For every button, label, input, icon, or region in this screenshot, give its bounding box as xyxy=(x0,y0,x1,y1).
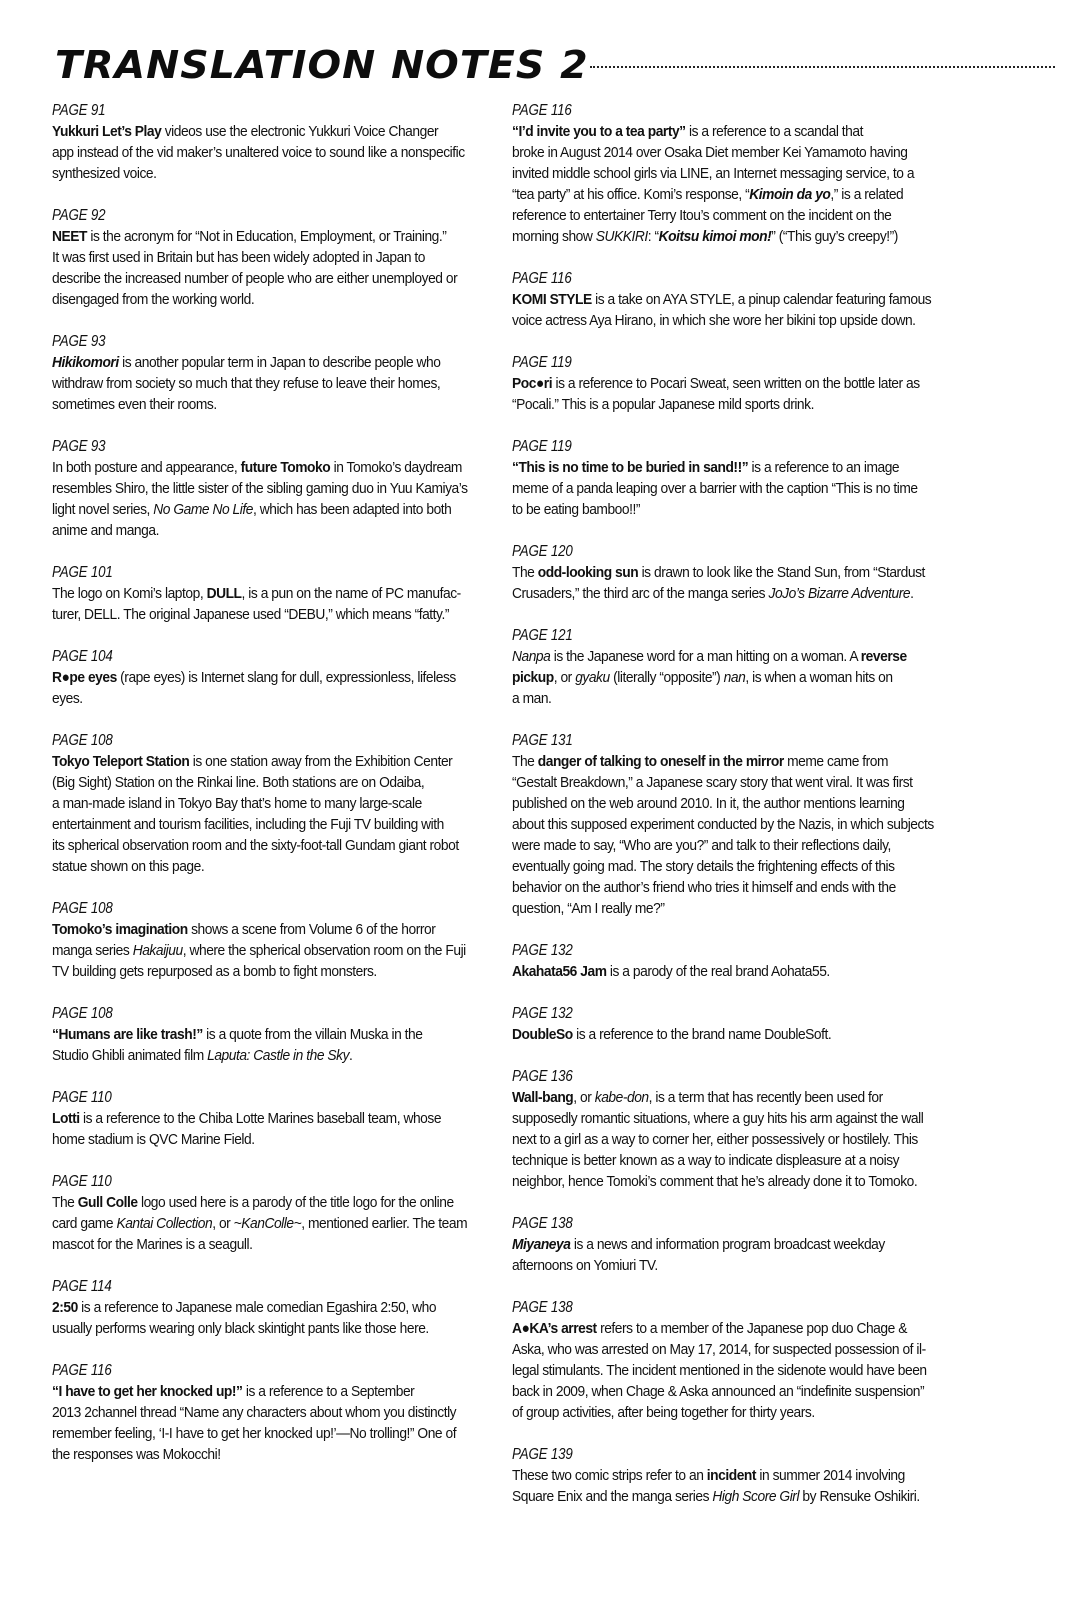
note-text xyxy=(512,289,957,331)
italic-title: nan xyxy=(723,669,746,686)
italic-title: Laputa: Castle in the Sky xyxy=(207,1047,350,1064)
note-text-run: meme came from “Gestalt Breakdown,” a Japanese scary story that went viral. It was first published on the web around 2010. In it, the author mentions learning about this supposed experiment conducted by the Nazis, in which subjects were made to say, “Who are you?” and talk to their reflections daily, eventually going mad. The story details the frightening effects of this behavior on the author’s friend who tries it himself and ends with the question, “Am I really me?” xyxy=(512,753,934,917)
highlighted-term: Gull Colle xyxy=(77,1194,138,1211)
note-entry xyxy=(512,436,960,520)
note-text-run: The logo on Komi’s laptop, xyxy=(52,585,207,602)
highlighted-term: “I’d invite you to a tea party” xyxy=(512,123,686,140)
note-entry xyxy=(512,940,960,982)
note-text-run: The xyxy=(52,1194,78,1211)
note-text-run: in Tomoko’s daydream resembles Shiro, the little sister of the sibling gaming duo in Yuu Kamiya’s light novel series, xyxy=(52,459,468,518)
note-text-run: ” (“This guy’s creepy!”) xyxy=(771,228,898,245)
page-reference: PAGE 116 xyxy=(512,270,572,287)
highlighted-term: reverse pickup xyxy=(512,648,907,686)
note-entry xyxy=(512,541,960,604)
note-text-run: is a reference to a September 2013 2channel thread “Name any characters about whom you distinctly remember feeling, ‘I-I have to get her knocked up!’—No trolling!” One of the responses was Mokocchi! xyxy=(52,1383,457,1463)
highlighted-term: Miyaneya xyxy=(512,1236,571,1253)
highlighted-term: incident xyxy=(706,1467,757,1484)
note-entry xyxy=(52,1360,492,1465)
highlighted-term: Koitsu kimoi mon! xyxy=(658,228,772,245)
note-text xyxy=(512,751,957,919)
header xyxy=(55,40,1055,90)
note-text-run: is a reference to the Chiba Lotte Marines baseball team, whose home stadium is QVC Marine Field. xyxy=(52,1110,442,1148)
note-text xyxy=(52,121,489,184)
italic-title: ~KanColle~ xyxy=(233,1215,302,1232)
note-text xyxy=(512,1318,957,1423)
note-text-run: . xyxy=(349,1047,353,1064)
note-text-run: . xyxy=(910,585,914,602)
note-text-run: logo used here is a parody of the title logo for the online card game xyxy=(52,1194,454,1232)
note-text xyxy=(52,1381,489,1465)
note-text-run: : “ xyxy=(647,228,659,245)
page-reference: PAGE 138 xyxy=(512,1299,573,1316)
note-text xyxy=(52,226,489,310)
highlighted-term: NEET xyxy=(52,228,87,245)
note-text-run: is a quote from the villain Muska in the Studio Ghibli animated film xyxy=(52,1026,423,1064)
italic-title: kabe-don xyxy=(594,1089,649,1106)
page-reference: PAGE 104 xyxy=(52,648,113,665)
note-text xyxy=(512,1087,957,1192)
note-text-run: is the acronym for “Not in Education, Employment, or Training.” It was first used in Britain but has been widely adopted in Japan to describe the increased number of people who are either unemployed or disengaged from the working world. xyxy=(52,228,458,308)
italic-title: Hakaijuu xyxy=(132,942,183,959)
highlighted-term: R●pe eyes xyxy=(52,669,117,686)
page-reference: PAGE 121 xyxy=(512,627,573,644)
note-text xyxy=(52,457,489,541)
page-reference: PAGE 116 xyxy=(52,1362,112,1379)
note-entry xyxy=(52,205,492,310)
note-text xyxy=(512,1465,957,1507)
highlighted-term: odd-looking sun xyxy=(537,564,639,581)
page-title: TRANSLATION NOTES 2 xyxy=(55,43,589,87)
italic-title: No Game No Life xyxy=(153,501,253,518)
note-text-run: , or xyxy=(212,1215,234,1232)
note-text xyxy=(512,961,957,982)
note-entry xyxy=(512,1213,960,1276)
italic-title: SUKKIRI xyxy=(595,228,648,245)
italic-title: JoJo’s Bizarre Adventure xyxy=(768,585,911,602)
note-text xyxy=(52,1192,489,1255)
note-entry xyxy=(512,1003,960,1045)
page-reference: PAGE 119 xyxy=(512,354,572,371)
left-column xyxy=(52,100,492,1486)
page-reference: PAGE 114 xyxy=(52,1278,112,1295)
note-text-run: , where the spherical observation room on the Fuji TV building gets repurposed as a bomb to fight monsters. xyxy=(52,942,466,980)
note-text-run: is a reference to the brand name DoubleSoft. xyxy=(572,1026,832,1043)
note-entry xyxy=(512,730,960,919)
italic-title: Nanpa xyxy=(512,648,551,665)
note-text-run: is a take on AYA STYLE, a pinup calendar featuring famous voice actress Aya Hirano, in which she wore her bikini top upside down. xyxy=(512,291,932,329)
note-entry xyxy=(52,1087,492,1150)
page-reference: PAGE 110 xyxy=(52,1089,112,1106)
note-entry xyxy=(512,1297,960,1423)
note-text-run: , mentioned earlier. The team mascot for the Marines is a seagull. xyxy=(52,1215,468,1253)
note-entry xyxy=(512,268,960,331)
note-entry xyxy=(52,100,492,184)
note-text-run: , is a pun on the name of PC manufac- turer, DELL. The original Japanese used “DEBU,” which means “fatty.” xyxy=(52,585,461,623)
note-text-run: ,” is a related reference to entertainer Terry Itou’s comment on the incident on the morning show xyxy=(512,186,904,245)
note-entry xyxy=(52,1276,492,1339)
highlighted-term: A●KA’s arrest xyxy=(512,1320,597,1337)
highlighted-term: “I have to get her knocked up!” xyxy=(52,1383,243,1400)
note-text-run: , or xyxy=(573,1089,595,1106)
highlighted-term: “This is no time to be buried in sand!!” xyxy=(512,459,749,476)
highlighted-term: Kimoin da yo xyxy=(749,186,831,203)
note-text xyxy=(52,1108,489,1150)
note-text xyxy=(512,373,957,415)
note-entry xyxy=(512,625,960,709)
highlighted-term: DoubleSo xyxy=(512,1026,573,1043)
note-text-run: (literally “opposite”) xyxy=(609,669,724,686)
note-text-run: is a reference to an image meme of a panda leaping over a barrier with the caption “This is no time to be eating bamboo!!” xyxy=(512,459,918,518)
italic-title: gyaku xyxy=(575,669,610,686)
note-entry xyxy=(512,100,960,247)
page-reference: PAGE 93 xyxy=(52,438,106,455)
page-reference: PAGE 110 xyxy=(52,1173,112,1190)
highlighted-term: Hikikomori xyxy=(52,354,119,371)
note-text-run: shows a scene from Volume 6 of the horror manga series xyxy=(52,921,436,959)
note-text-run: , which has been adapted into both anime and manga. xyxy=(52,501,452,539)
note-text-run: refers to a member of the Japanese pop duo Chage & Aska, who was arrested on May 17, 2014, for suspected possession of il- legal stimulants. The incident mentioned in the sidenote would have been back in 2009, when Chage & Aska announced an “indefinite suspension” of group activities, after being together for thirty years. xyxy=(512,1320,927,1421)
note-text-run: , is a term that has recently been used for supposedly romantic situations, where a guy hits his arm against the wall next to a girl as a way to corner her, either possessively or hostilely. This technique is better known as a way to indicate displeasure at a noisy neighbor, hence Tomoki’s comment that he’s already done it to Tomoko. xyxy=(512,1089,924,1190)
note-text-run: is one station away from the Exhibition Center (Big Sight) Station on the Rinkai line. Both stations are on Odaiba, a man-made island in Tokyo Bay that’s home to many large-scale entertainment and tourism facilities, including the Fuji TV building with its spherical observation room and the sixty-foot-tall Gundam giant robot statue shown on this page. xyxy=(52,753,459,875)
note-entry xyxy=(52,562,492,625)
note-text-run: is the Japanese word for a man hitting on a woman. A xyxy=(550,648,861,665)
page-reference: PAGE 101 xyxy=(52,564,113,581)
note-entry xyxy=(512,1444,960,1507)
note-text xyxy=(512,1234,957,1276)
page-reference: PAGE 116 xyxy=(512,102,572,119)
highlighted-term: 2:50 xyxy=(52,1299,78,1316)
note-entry xyxy=(52,646,492,709)
note-text-run: in summer 2014 involving Square Enix and the manga series xyxy=(512,1467,905,1505)
note-text-run: is a reference to Pocari Sweat, seen written on the bottle later as “Pocali.” This is a popular Japanese mild sports drink. xyxy=(512,375,920,413)
note-text xyxy=(512,1024,957,1045)
note-entry xyxy=(52,436,492,541)
page-reference: PAGE 120 xyxy=(512,543,573,560)
note-text-run: The xyxy=(512,564,538,581)
highlighted-term: Tokyo Teleport Station xyxy=(52,753,190,770)
highlighted-term: Lotti xyxy=(52,1110,80,1127)
note-text xyxy=(52,1024,489,1066)
note-text-run: by Rensuke Oshikiri. xyxy=(799,1488,920,1505)
note-text-run: , is when a woman hits on a man. xyxy=(512,669,893,707)
note-text xyxy=(512,457,957,520)
page-reference: PAGE 108 xyxy=(52,732,113,749)
highlighted-term: “Humans are like trash!” xyxy=(52,1026,203,1043)
note-entry xyxy=(512,1066,960,1192)
note-entry xyxy=(52,730,492,877)
page-reference: PAGE 138 xyxy=(512,1215,573,1232)
right-column xyxy=(512,100,960,1528)
highlighted-term: DULL xyxy=(206,585,242,602)
note-text-run: (rape eyes) is Internet slang for dull, expressionless, lifeless eyes. xyxy=(52,669,456,707)
note-text-run: is drawn to look like the Stand Sun, from “Stardust Crusaders,” the third arc of the manga series xyxy=(512,564,925,602)
note-entry xyxy=(52,898,492,982)
note-text-run: is a reference to Japanese male comedian Egashira 2:50, who usually performs wearing only black skintight pants like those here. xyxy=(52,1299,437,1337)
note-text-run: is a parody of the real brand Aohata55. xyxy=(606,963,830,980)
page-reference: PAGE 132 xyxy=(512,942,573,959)
note-text-run: is a reference to a scandal that broke in August 2014 over Osaka Diet member Kei Yamamoto having invited middle school girls via LINE, an Internet messaging service, to a “tea party” at his office. Komi’s response, “ xyxy=(512,123,915,203)
page-reference: PAGE 119 xyxy=(512,438,572,455)
note-text-run: is a news and information program broadcast weekday afternoons on Yomiuri TV. xyxy=(512,1236,885,1274)
page-reference: PAGE 132 xyxy=(512,1005,573,1022)
note-text xyxy=(512,562,957,604)
note-text-run: , or xyxy=(553,669,576,686)
page-reference: PAGE 91 xyxy=(52,102,106,119)
page-reference: PAGE 131 xyxy=(512,732,573,749)
highlighted-term: Tomoko’s imagination xyxy=(52,921,188,938)
page-reference: PAGE 93 xyxy=(52,333,106,350)
note-entry xyxy=(512,352,960,415)
highlighted-term: danger of talking to oneself in the mirror xyxy=(537,753,784,770)
note-text xyxy=(52,352,489,415)
page-reference: PAGE 108 xyxy=(52,900,113,917)
note-text xyxy=(52,919,489,982)
highlighted-term: KOMI STYLE xyxy=(512,291,592,308)
page-reference: PAGE 139 xyxy=(512,1446,573,1463)
note-text-run: These two comic strips refer to an xyxy=(512,1467,707,1484)
highlighted-term: future Tomoko xyxy=(240,459,331,476)
italic-title: Kantai Collection xyxy=(116,1215,213,1232)
note-text xyxy=(512,121,957,247)
note-text-run: videos use the electronic Yukkuri Voice Changer app instead of the vid maker’s unaltered voice to sound like a nonspecific synthesized voice. xyxy=(52,123,465,182)
highlighted-term: Wall-bang xyxy=(512,1089,574,1106)
note-text xyxy=(52,667,489,709)
page-reference: PAGE 136 xyxy=(512,1068,573,1085)
page-reference: PAGE 108 xyxy=(52,1005,113,1022)
highlighted-term: Akahata56 Jam xyxy=(512,963,607,980)
note-text xyxy=(52,751,489,877)
note-text-run: In both posture and appearance, xyxy=(52,459,241,476)
note-entry xyxy=(52,1003,492,1066)
note-text xyxy=(512,646,957,709)
highlighted-term: Poc●ri xyxy=(512,375,553,392)
dotted-rule xyxy=(590,66,1055,68)
note-text-run: is another popular term in Japan to describe people who withdraw from society so much that they refuse to leave their homes, sometimes even their rooms. xyxy=(52,354,441,413)
highlighted-term: Yukkuri Let’s Play xyxy=(52,123,162,140)
note-text xyxy=(52,1297,489,1339)
note-entry xyxy=(52,1171,492,1255)
note-entry xyxy=(52,331,492,415)
note-text xyxy=(52,583,489,625)
page-reference: PAGE 92 xyxy=(52,207,106,224)
italic-title: High Score Girl xyxy=(712,1488,800,1505)
note-text-run: The xyxy=(512,753,538,770)
